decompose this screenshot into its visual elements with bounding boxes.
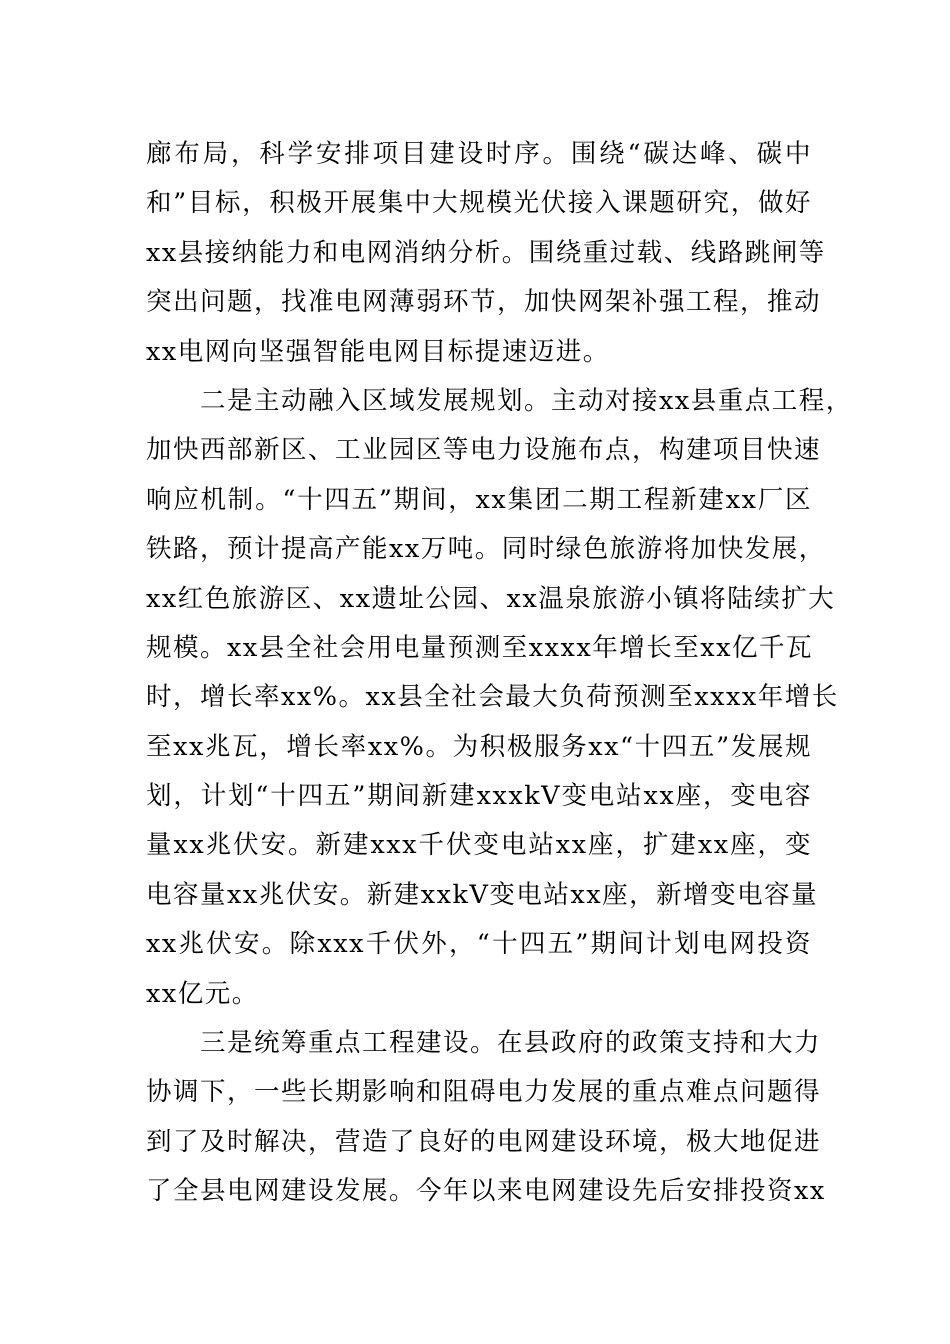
text-line: xx红色旅游区、xx遗址公园、xx温泉旅游小镇将陆续扩大 (146, 583, 836, 614)
document-body (146, 130, 853, 1217)
text-line: 规模。xx县全社会用电量预测至xxxx年增长至xx亿千瓦 (146, 632, 814, 663)
text-line: 时，增长率xx%。xx县全社会最大负荷预测至xxxx年增长 (146, 682, 839, 713)
text-line: 响应机制。“十四五”期间，xx集团二期工程新建xx厂区 (146, 484, 812, 515)
paragraph-start-line: 二是主动融入区域发展规划。主动对接xx县重点工程， (146, 385, 853, 416)
text-line: 加快西部新区、工业园区等电力设施布点，构建项目快速 (146, 435, 822, 466)
text-line: 量xx兆伏安。新建xxx千伏变电站xx座，扩建xx座，变 (146, 830, 812, 861)
text-line: xx亿元。 (146, 978, 259, 1009)
text-line: xx兆伏安。除xxx千伏外，“十四五”期间计划电网投资 (146, 929, 812, 960)
text-line: xx电网向坚强智能电网目标提速迈进。 (146, 336, 610, 367)
paragraph-start-line: 三是统筹重点工程建设。在县政府的政策支持和大力 (146, 1028, 822, 1059)
text-line: 和”目标，积极开展集中大规模光伏接入课题研究，做好 (146, 188, 812, 219)
text-line: 电容量xx兆伏安。新建xxkV变电站xx座，新增变电容量 (146, 879, 819, 910)
text-line: 至xx兆瓦，增长率xx%。为积极服务xx“十四五”发展规 (146, 731, 812, 762)
text-line: 划，计划“十四五”期间新建xxxkV变电站xx座，变电容 (146, 781, 812, 812)
text-line: 了全县电网建设发展。今年以来电网建设先后安排投资xx (146, 1176, 826, 1207)
text-line: xx县接纳能力和电网消纳分析。围绕重过载、线路跳闸等 (146, 237, 826, 268)
text-line: 协调下，一些长期影响和阻碍电力发展的重点难点问题得 (146, 1077, 822, 1108)
text-line: 突出问题，找准电网薄弱环节，加快网架补强工程，推动 (146, 287, 822, 318)
text-line: 廊布局，科学安排项目建设时序。围绕“碳达峰、碳中 (146, 139, 812, 169)
text-line: 铁路，预计提高产能xx万吨。同时绿色旅游将加快发展， (146, 534, 826, 565)
text-line: 到了及时解决，营造了良好的电网建设环境，极大地促进 (146, 1126, 822, 1157)
